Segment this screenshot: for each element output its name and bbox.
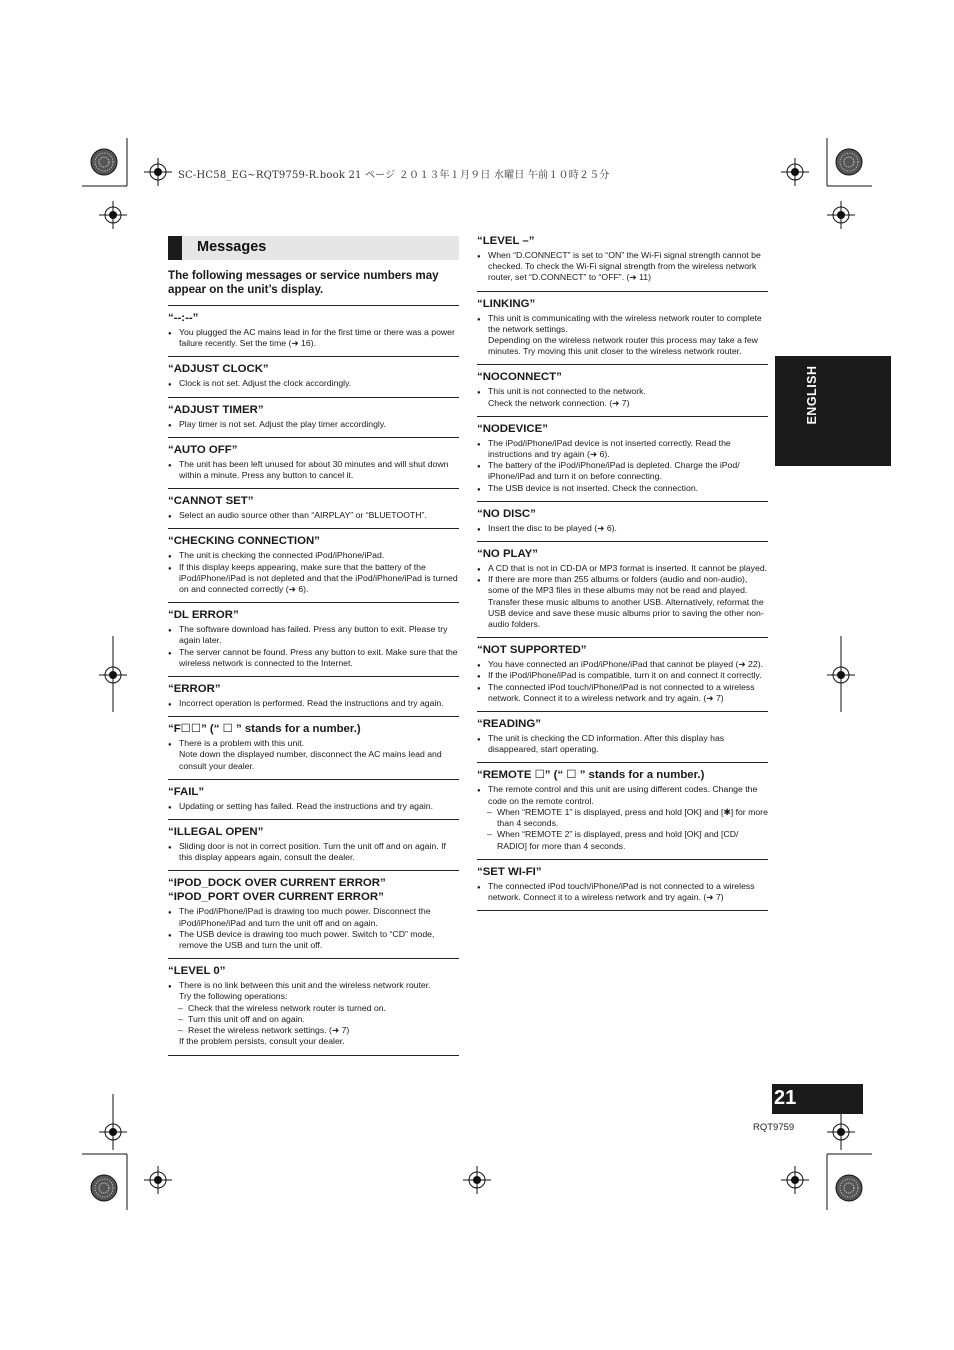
message-line-text: Updating or setting has failed. Read the instructions and try again. — [179, 800, 434, 811]
bullet-icon: ● — [168, 462, 172, 469]
message-list-right — [477, 234, 768, 911]
left-column — [168, 234, 459, 1056]
message-entry — [477, 416, 768, 501]
message-title: “DL ERROR” — [168, 609, 239, 622]
message-title: “ADJUST CLOCK” — [168, 363, 269, 376]
language-tab — [775, 356, 891, 466]
message-title: “CHECKING CONNECTION” — [168, 535, 320, 548]
dash-icon: – — [178, 1025, 183, 1036]
bullet-item — [477, 733, 768, 755]
message-line-text: The server cannot be found. Press any button to exit. Make sure that the wireless network is connected to the Internet. — [179, 646, 458, 668]
bullet-icon: ● — [168, 742, 172, 749]
message-title: “FAIL” — [168, 785, 205, 798]
bullet-icon: ● — [168, 422, 172, 429]
message-line-text: The software download has failed. Press any button to exit. Please try again later. — [179, 624, 448, 646]
bullet-icon: ● — [477, 567, 481, 574]
message-line-text: If the iPod/iPhone/iPad is compatible, turn it on and connect it correctly. — [488, 670, 762, 681]
message-entry — [477, 711, 768, 762]
dash-icon: – — [178, 1013, 183, 1024]
bullet-item — [168, 378, 459, 389]
bullet-item — [168, 841, 459, 863]
message-entry — [168, 437, 459, 488]
message-title: “NO DISC” — [477, 507, 536, 520]
bullet-item — [168, 419, 459, 430]
message-line-text: The connected iPod touch/iPhone/iPad is not connected to a wireless network. Connect it to a wireless network and try again. (➜ 7) — [488, 880, 755, 902]
note-line — [168, 991, 459, 1002]
message-title: “READING” — [477, 718, 541, 731]
message-entry — [477, 637, 768, 711]
bullet-icon: ● — [477, 254, 481, 260]
message-line-text: When “REMOTE 1” is displayed, press and hold [OK] and [✱] for more than 4 seconds. — [497, 806, 768, 829]
message-title: “IPOD_DOCK OVER CURRENT ERROR” “IPOD_PORT OVER CURRENT ERROR” — [168, 877, 386, 904]
message-line-text: Note down the displayed number, disconnect the AC mains lead and consult your dealer. — [179, 749, 442, 771]
bullet-icon: ● — [477, 390, 481, 397]
bullet-item — [477, 574, 768, 630]
message-title: “LEVEL 0” — [168, 965, 226, 978]
message-entry — [477, 762, 768, 858]
bullet-item — [477, 659, 768, 670]
bullet-item — [168, 801, 459, 812]
page-number-box — [772, 1084, 863, 1114]
message-entry — [168, 305, 459, 356]
message-title: “ERROR” — [168, 683, 221, 696]
bullet-icon: ● — [168, 382, 172, 389]
message-title: “CANNOT SET” — [168, 495, 254, 508]
bullet-icon: ● — [168, 702, 172, 709]
page-number: 21 — [774, 1087, 797, 1109]
message-title: “NOCONNECT” — [477, 371, 562, 384]
message-entry — [168, 602, 459, 676]
message-entry — [168, 716, 459, 779]
message-line-text: Reset the wireless network settings. (➜ 7) — [188, 1025, 350, 1036]
message-entry — [477, 234, 768, 291]
message-entry — [477, 541, 768, 637]
bullet-item — [168, 738, 459, 749]
bullet-icon: ● — [168, 628, 172, 635]
dash-item — [477, 829, 768, 851]
message-line-text: Select an audio source other than “AIRPLAY” or “BLUETOOTH”. — [179, 510, 427, 521]
document-code: RQT9759 — [753, 1122, 795, 1133]
bullet-icon: ● — [477, 316, 481, 323]
message-line-text: When “D.CONNECT” is set to “ON” the Wi-Fi signal strength cannot be checked. To check the Wi-Fi signal strength from the wireless network router, set “D.CONNECT” to “OFF”. (➜ 11) — [488, 250, 761, 283]
bullet-icon: ● — [168, 331, 172, 337]
dash-item — [168, 1003, 459, 1014]
bullet-icon: ● — [168, 565, 172, 572]
message-line-text: The battery of the iPod/iPhone/iPad is depleted. Charge the iPod/ iPhone/iPad and turn it on before connecting. — [488, 460, 740, 482]
bullet-item — [168, 906, 459, 928]
message-list-left — [168, 305, 459, 1056]
dash-icon: – — [178, 1002, 183, 1013]
message-line-text: This unit is communicating with the wireless network router to complete the network settings. — [488, 312, 762, 334]
message-title: “REMOTE ☐” (“ ☐ ” stands for a number.) — [477, 769, 705, 782]
message-title: “NO PLAY” — [477, 548, 538, 561]
message-title: “NODEVICE” — [477, 422, 548, 435]
note-line — [168, 1036, 459, 1047]
bullet-item — [168, 562, 459, 596]
intro-text: The following messages or service numbers may appear on the unit’s display. — [168, 269, 439, 296]
section-heading — [168, 236, 459, 260]
bullet-icon: ● — [477, 884, 481, 891]
bullet-icon: ● — [477, 685, 481, 692]
message-title: “NOT SUPPORTED” — [477, 644, 587, 657]
message-entry — [168, 870, 459, 958]
file-header: SC-HC58_EG~RQT9759-R.book 21 ページ ２０１３年１月９日 水曜日 午前１０時２５分 — [178, 170, 610, 181]
message-line-text: You plugged the AC mains lead in for the first time or there was a power failure recently. Set the time (➜ 16). — [179, 327, 455, 349]
message-title: “LEVEL –” — [477, 235, 535, 247]
bullet-icon: ● — [477, 526, 481, 533]
note-line — [477, 335, 768, 357]
bullet-icon: ● — [168, 845, 172, 852]
message-title: “ILLEGAL OPEN” — [168, 826, 264, 839]
dash-item — [477, 807, 768, 829]
bullet-icon: ● — [477, 788, 481, 795]
bullet-item — [477, 483, 768, 494]
message-entry — [168, 958, 459, 1055]
message-line-text: The connected iPod touch/iPhone/iPad is not connected to a wireless network. Connect it to a wireless network and try again. (➜ 7) — [488, 681, 755, 703]
bullet-icon: ● — [477, 464, 481, 471]
message-title: “AUTO OFF” — [168, 443, 238, 456]
message-line-text: Turn this unit off and on again. — [188, 1013, 305, 1024]
message-line-text: Insert the disc to be played (➜ 6). — [488, 522, 617, 533]
message-line-text: The USB device is drawing too much power. Switch to “CD” mode, remove the USB and turn the unit off. — [179, 928, 435, 951]
bullet-icon: ● — [168, 932, 172, 939]
section-heading-bar — [168, 236, 182, 260]
bullet-icon: ● — [168, 910, 172, 917]
bullet-item — [477, 313, 768, 335]
message-line-text: Incorrect operation is performed. Read the instructions and try again. — [179, 698, 444, 709]
bullet-icon: ● — [477, 737, 481, 744]
bullet-icon: ● — [168, 650, 172, 657]
bullet-item — [168, 698, 459, 709]
message-line-text: Sliding door is not in correct position. Turn the unit off and on again. If this display appears again, consult the dealer. — [179, 841, 446, 863]
bullet-icon: ● — [477, 486, 481, 493]
message-line-text: The unit has been left unused for about 30 minutes and will shut down within a minute. Press any button to cancel it. — [179, 458, 449, 481]
bullet-item — [477, 250, 768, 284]
bullet-icon: ● — [168, 984, 172, 991]
bullet-item — [168, 647, 459, 669]
message-entry — [477, 291, 768, 365]
message-entry — [168, 397, 459, 437]
message-line-text: The iPod/iPhone/iPad is drawing too much power. Disconnect the iPod/iPhone/iPad and turn the unit off and on again. — [179, 906, 431, 928]
message-title: “--:--” — [168, 312, 199, 324]
bullet-item — [477, 563, 768, 574]
bullet-item — [477, 460, 768, 482]
bullet-icon: ● — [168, 554, 172, 561]
message-entry — [168, 676, 459, 716]
bullet-item — [477, 523, 768, 534]
bullet-icon: ● — [477, 441, 481, 448]
message-line-text: Depending on the wireless network router this process may take a few minutes. Try moving this unit closer to the wireless network router. — [488, 335, 758, 357]
bullet-item — [168, 327, 459, 349]
bullet-item — [477, 682, 768, 704]
message-line-text: There is no link between this unit and the wireless network router. — [179, 980, 431, 991]
message-line-text: The iPod/iPhone/iPad device is not inserted correctly. Read the instructions and try again (➜ 6). — [488, 437, 731, 460]
message-title: “SET WI-FI” — [477, 865, 542, 878]
dash-icon: – — [487, 806, 492, 817]
message-line-text: If the problem persists, consult your dealer. — [179, 1036, 345, 1047]
message-line-text: Check the network connection. (➜ 7) — [488, 397, 630, 408]
message-entry — [168, 779, 459, 819]
message-line-text: Play timer is not set. Adjust the play timer accordingly. — [179, 418, 386, 429]
bullet-item — [168, 510, 459, 521]
bullet-item — [168, 624, 459, 646]
message-line-text: Clock is not set. Adjust the clock accordingly. — [179, 378, 352, 389]
message-entry — [168, 488, 459, 528]
bullet-item — [477, 386, 768, 397]
message-entry — [168, 528, 459, 602]
message-entry — [168, 819, 459, 870]
dash-item — [168, 1025, 459, 1036]
bullet-icon: ● — [168, 804, 172, 811]
bullet-item — [477, 670, 768, 681]
message-line-text: The USB device is not inserted. Check the connection. — [488, 482, 699, 493]
message-line-text: This unit is not connected to the network. — [488, 386, 646, 397]
bullet-icon: ● — [477, 663, 481, 670]
bullet-item — [477, 784, 768, 806]
section-title: Messages — [197, 239, 267, 255]
bullet-item — [477, 438, 768, 460]
message-line-text: A CD that is not in CD-DA or MP3 format is inserted. It cannot be played. — [488, 563, 768, 574]
message-line-text: Try the following operations: — [179, 991, 288, 1002]
message-line-text: There is a problem with this unit. — [179, 738, 305, 749]
bullet-icon: ● — [477, 674, 481, 681]
message-title: “LINKING” — [477, 297, 536, 310]
message-line-text: If this display keeps appearing, make sure that the battery of the iPod/iPhone/iPad is not depleted and that the iPod/iPhone/iPad is turned on and connected correctly (➜ 6). — [179, 561, 458, 595]
bullet-item — [477, 881, 768, 903]
message-title: “F☐☐” (“ ☐ ” stands for a number.) — [168, 723, 361, 736]
language-tab-label: ENGLISH — [805, 365, 819, 425]
note-line — [477, 398, 768, 409]
dash-icon: – — [487, 829, 492, 840]
message-entry — [477, 501, 768, 541]
bullet-icon: ● — [477, 578, 481, 585]
message-line-text: You have connected an iPod/iPhone/iPad that cannot be played (➜ 22). — [488, 659, 764, 670]
bullet-item — [168, 980, 459, 991]
note-line — [168, 749, 459, 771]
message-line-text: The unit is checking the connected iPod/iPhone/iPad. — [179, 550, 385, 561]
message-title: “ADJUST TIMER” — [168, 403, 264, 416]
message-entry — [477, 364, 768, 415]
bullet-item — [168, 550, 459, 561]
bullet-item — [168, 459, 459, 481]
dash-item — [168, 1014, 459, 1025]
message-line-text: If there are more than 255 albums or folders (audio and non-audio), some of the MP3 files in these albums may not be read and played. Transfer these music albums to another USB. Alternatively, reformat the USB device and save these music albums prior to saving the other non-audio folders. — [488, 574, 764, 630]
right-column — [477, 234, 768, 911]
message-line-text: When “REMOTE 2” is displayed, press and hold [OK] and [CD/ RADIO] for more than 4 seconds. — [497, 829, 739, 851]
bullet-item — [168, 929, 459, 951]
bullet-icon: ● — [168, 514, 172, 521]
message-entry — [477, 859, 768, 911]
message-line-text: The unit is checking the CD information. After this display has disappeared, start operating. — [488, 733, 725, 755]
message-entry — [168, 356, 459, 396]
message-line-text: Check that the wireless network router is turned on. — [188, 1002, 386, 1013]
message-line-text: The remote control and this unit are using different codes. Change the code on the remote control. — [488, 784, 758, 806]
